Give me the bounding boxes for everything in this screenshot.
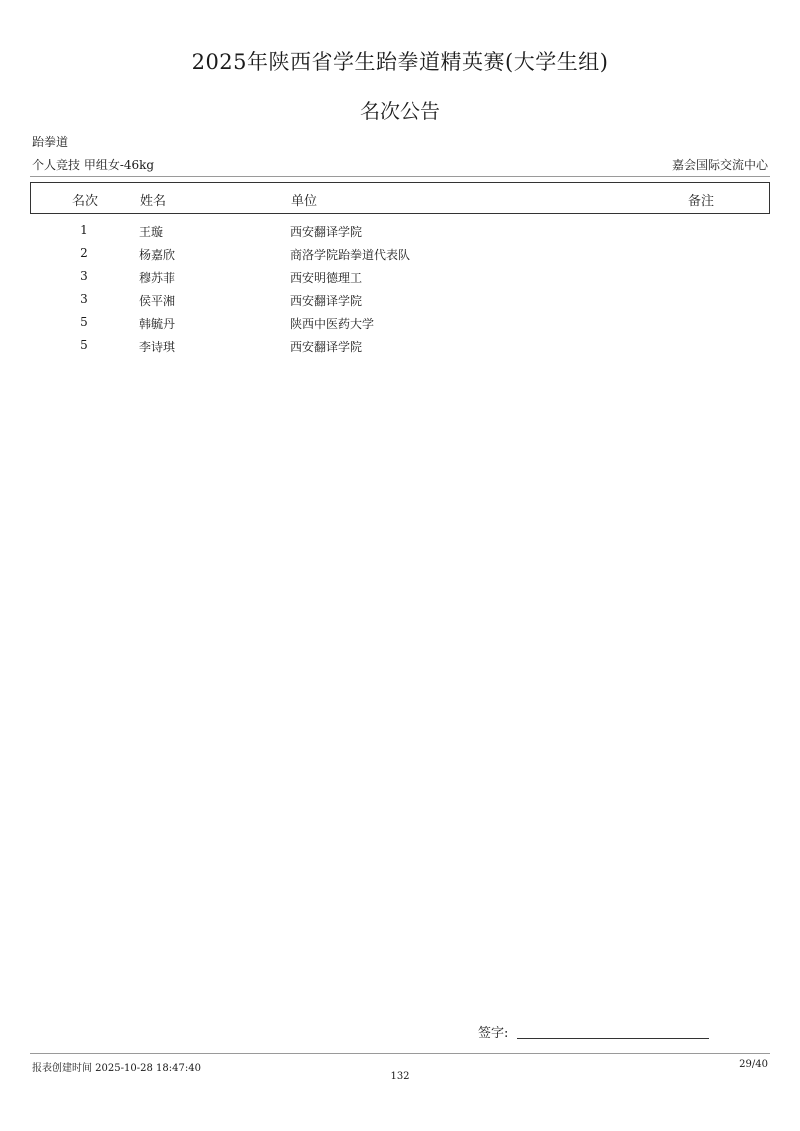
bottom-divider — [30, 1053, 770, 1054]
row-rank: 1 — [80, 223, 88, 237]
row-name: 韩毓丹 — [139, 317, 176, 331]
row-unit: 商洛学院跆拳道代表队 — [290, 248, 411, 262]
row-rank: 3 — [80, 269, 88, 283]
row-unit: 西安翻译学院 — [290, 340, 363, 354]
row-unit: 西安翻译学院 — [290, 294, 363, 308]
venue-label: 嘉会国际交流中心 — [671, 158, 768, 172]
signature-line — [517, 1038, 709, 1039]
row-unit: 西安翻译学院 — [290, 225, 363, 239]
row-unit: 西安明德理工 — [290, 271, 363, 285]
top-divider — [30, 176, 770, 177]
row-name: 侯平湘 — [139, 294, 176, 308]
table-header — [30, 182, 770, 214]
document-title: 2025年陕西省学生跆拳道精英赛(大学生组) — [191, 50, 609, 74]
table-row — [30, 290, 770, 313]
row-unit: 陕西中医药大学 — [290, 317, 375, 331]
row-name: 杨嘉欣 — [139, 248, 176, 262]
table-row — [30, 267, 770, 290]
results-table-body — [30, 221, 770, 359]
header-name: 姓名 — [140, 194, 167, 209]
row-name: 穆苏菲 — [139, 271, 176, 285]
page-ratio: 29/40 — [739, 1059, 768, 1070]
header-rank: 名次 — [71, 194, 98, 209]
table-row — [30, 221, 770, 244]
created-timestamp: 报表创建时间 2025-10-28 18:47:40 — [32, 1063, 201, 1074]
row-name: 李诗琪 — [139, 340, 176, 354]
table-row — [30, 313, 770, 336]
header-note: 备注 — [688, 194, 715, 209]
header-unit: 单位 — [291, 194, 318, 209]
event-label: 个人竞技 甲组女-46kg — [32, 158, 155, 172]
row-rank: 2 — [80, 246, 88, 260]
table-row — [30, 336, 770, 359]
row-rank: 5 — [80, 338, 88, 352]
row-rank: 5 — [80, 315, 88, 329]
row-rank: 3 — [80, 292, 88, 306]
signature-label: 签字: — [478, 1026, 509, 1041]
row-name: 王璇 — [139, 225, 164, 239]
sport-label: 跆拳道 — [32, 135, 69, 149]
document-subtitle: 名次公告 — [360, 99, 440, 123]
page-number: 132 — [390, 1071, 410, 1082]
table-row — [30, 244, 770, 267]
